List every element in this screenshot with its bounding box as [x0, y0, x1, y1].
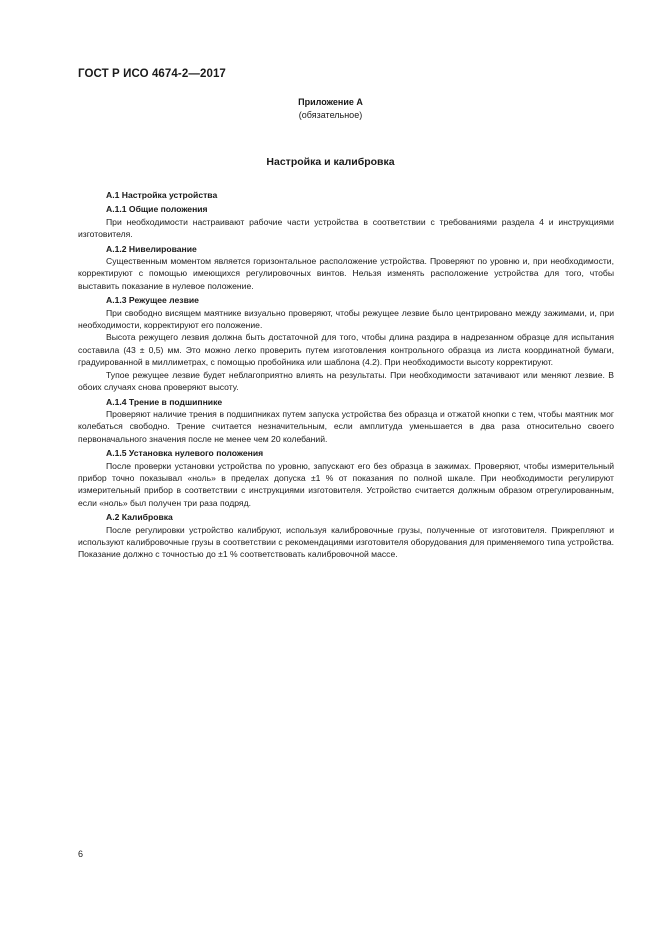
annex-label: Приложение А [298, 97, 363, 107]
section-a14-paragraph: Проверяют наличие трения в подшипниках путем запуска устройства без образца и отжатой кнопки с тем, чтобы маятник мог колебаться свободно. Трение считается незначительным, если амплитуда уменьшается в два раза относительно своего первоначального значения после не менее чем 20 колебаний. [78, 408, 614, 444]
annex-status: (обязательное) [298, 110, 363, 120]
section-a13-paragraph-1: При свободно висящем маятнике визуально проверяют, чтобы режущее лезвие было центрировано между зажимами, и, при необходимости, корректируют его положение. [78, 307, 614, 331]
page-number: 6 [78, 849, 84, 859]
section-a14-heading: А.1.4 Трение в подшипнике [106, 396, 223, 407]
section-a13-paragraph-3: Тупое режущее лезвие будет неблагоприятно влиять на результаты. При необходимости затачивают или меняют лезвие. В обоих случаях снова проверяют высоту. [78, 369, 614, 393]
annex-title: Настройка и калибровка [266, 156, 395, 168]
section-a12-heading: А.1.2 Нивелирование [106, 243, 197, 254]
section-a11-heading: А.1.1 Общие положения [106, 204, 208, 215]
document-body [78, 186, 614, 561]
section-a12-paragraph: Существенным моментом является горизонтальное расположение устройства. Проверяют по уровню и, при необходимости, корректируют с помощью имеющихся регулировочных винтов. Нельзя изменять расположение устройства для того, чтобы выставить показание в нулевое положение. [78, 256, 614, 291]
section-a15-paragraph: После проверки установки устройства по уровню, запускают его без образца в зажимах. Проверяют, чтобы измерительный прибор точно показывал «ноль» в пределах допуска ±1 % от показания по полной шкале. При необходимости регулируют измерительный прибор в соответствии с инструкциями изготовителя. Устройство считается должным образом отрегулированным, если «ноль» был получен три раза подряд. [78, 460, 614, 508]
section-a2-paragraph: После регулировки устройство калибруют, используя калибровочные грузы, полученные от изготовителя. Прикрепляют и используют калибровочные грузы в соответствии с рекомендациями изготовителя оборудования для применяемого типа устройства. Показание должно с точностью до ±1 % соответствовать калибровочной массе. [78, 524, 614, 560]
section-a1-heading: А.1 Настройка устройства [106, 190, 218, 200]
annex-heading [0, 96, 661, 122]
section-a11-paragraph: При необходимости настраивают рабочие части устройства в соответствии с требованиями раздела 4 и инструкциями изготовителя. [78, 216, 614, 240]
section-a13-paragraph-2: Высота режущего лезвия должна быть достаточной для того, чтобы длина раздира в надрезанном образце для испытания составила (43 ± 0,5) мм. Это можно легко проверить путем изготовления контрольного образца из листа координатной бумаги, градуированной в миллиметрах, с помощью пробойника или шаблона (4.2). При необходимости высоту корректируют. [78, 332, 614, 368]
section-a13-heading: А.1.3 Режущее лезвие [106, 295, 199, 306]
section-a15-heading: А.1.5 Установка нулевого положения [106, 448, 264, 459]
section-a2-heading: А.2 Калибровка [106, 512, 173, 523]
document-code: ГОСТ Р ИСО 4674-2—2017 [78, 68, 226, 80]
